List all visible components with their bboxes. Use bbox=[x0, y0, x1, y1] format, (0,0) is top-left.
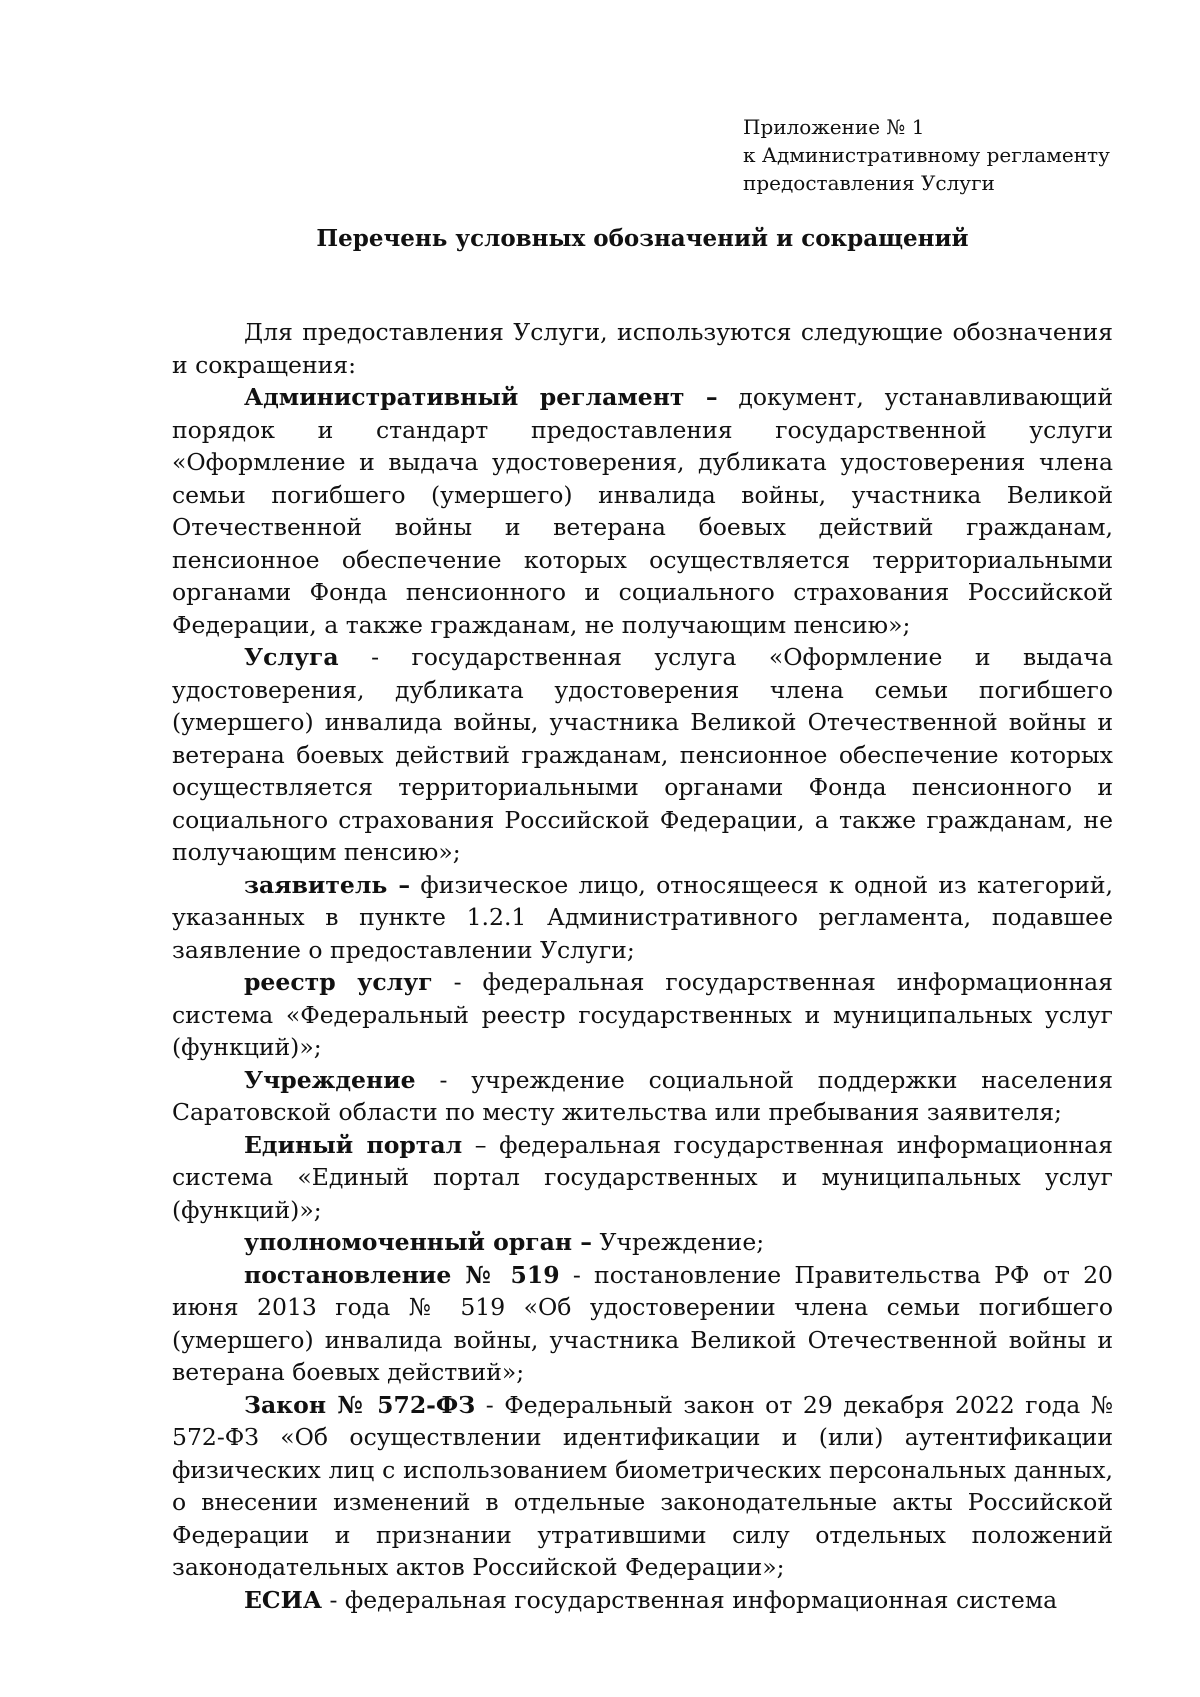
definition-term: реестр услуг bbox=[244, 968, 433, 996]
definition-text: документ, устанавливающий порядок и стандарт предоставления государственной услуги «Оформление и выдача удостоверения, дубликата удостоверения члена семьи погибшего (умершего) инвалида войны, участника Великой Отечественной войны и ветерана боевых действий гражданам, пенсионное обеспечение которых осуществляется территориальными органами Фонда пенсионного и социального страхования Российской Федерации, а также гражданам, не получающим пенсию»; bbox=[172, 383, 1113, 639]
definition-service-registry bbox=[172, 966, 1113, 1064]
definition-service bbox=[172, 641, 1113, 869]
definition-term: уполномоченный орган – bbox=[244, 1228, 593, 1256]
document-title: Перечень условных обозначений и сокращений bbox=[316, 225, 969, 252]
definition-term: ЕСИА bbox=[244, 1585, 322, 1614]
intro-paragraph: Для предоставления Услуги, используются следующие обозначения и сокращения: bbox=[172, 318, 1113, 379]
definition-resolution-519 bbox=[172, 1259, 1113, 1389]
appendix-line-2: к Административному регламенту bbox=[743, 143, 1110, 167]
definition-text: - Федеральный закон от 29 декабря 2022 года № 572-ФЗ «Об осуществлении идентификации и (или) аутентификации физических лиц с использованием биометрических персональных данных, о внесении изменений в отдельные законодательные акты Российской Федерации и признании утратившими силу отдельных положений законодательных актов Российской Федерации»; bbox=[172, 1390, 1113, 1581]
definition-term: Закон № 572-ФЗ bbox=[244, 1390, 476, 1419]
definition-administrative-regulation bbox=[172, 381, 1113, 641]
definition-unified-portal bbox=[172, 1129, 1113, 1227]
definition-text: физическое лицо, относящееся к одной из категорий, указанных в пункте 1.2.1 Административного регламента, подавшее заявление о предоставлении Услуги; bbox=[172, 870, 1113, 964]
definition-text: - постановление Правительства РФ от 20 июня 2013 года № 519 «Об удостоверении члена семьи погибшего (умершего) инвалида войны, участника Великой Отечественной войны и ветерана боевых действий»; bbox=[172, 1260, 1113, 1386]
definition-term: Административный регламент – bbox=[244, 383, 718, 411]
definition-text: – федеральная государственная информационная система «Единый портал государственных и муниципальных услуг (функций)»; bbox=[172, 1130, 1113, 1224]
definition-text: - федеральная государственная информационная система bbox=[329, 1585, 1058, 1614]
definition-text: - федеральная государственная информационная система «Федеральный реестр государственных и муниципальных услуг (функций)»; bbox=[172, 968, 1113, 1061]
definition-term: Единый портал bbox=[244, 1130, 463, 1159]
definition-term: Услуга bbox=[244, 643, 339, 671]
definition-term: Учреждение bbox=[244, 1065, 416, 1094]
document-body bbox=[172, 316, 1113, 1616]
definition-term: заявитель – bbox=[244, 870, 411, 899]
definition-institution bbox=[172, 1064, 1113, 1129]
definition-term: постановление № 519 bbox=[244, 1260, 560, 1289]
definition-esia bbox=[172, 1584, 1113, 1617]
definition-text: - учреждение социальной поддержки населения Саратовской области по месту жительства или пребывания заявителя; bbox=[172, 1065, 1113, 1126]
appendix-line-3: предоставления Услуги bbox=[743, 171, 995, 195]
appendix-line-1: Приложение № 1 bbox=[743, 115, 925, 139]
definition-authorized-body bbox=[172, 1226, 1113, 1259]
definition-law-572 bbox=[172, 1389, 1113, 1584]
definition-applicant bbox=[172, 869, 1113, 967]
appendix-note bbox=[743, 113, 1143, 197]
definition-text: - государственная услуга «Оформление и выдача удостоверения, дубликата удостоверения члена семьи погибшего (умершего) инвалида войны, участника Великой Отечественной войны и ветерана боевых действий гражданам, пенсионное обеспечение которых осуществляется территориальными органами Фонда пенсионного и социального страхования Российской Федерации, а также гражданам, не получающим пенсию»; bbox=[172, 643, 1113, 866]
definition-text: Учреждение; bbox=[599, 1228, 765, 1256]
